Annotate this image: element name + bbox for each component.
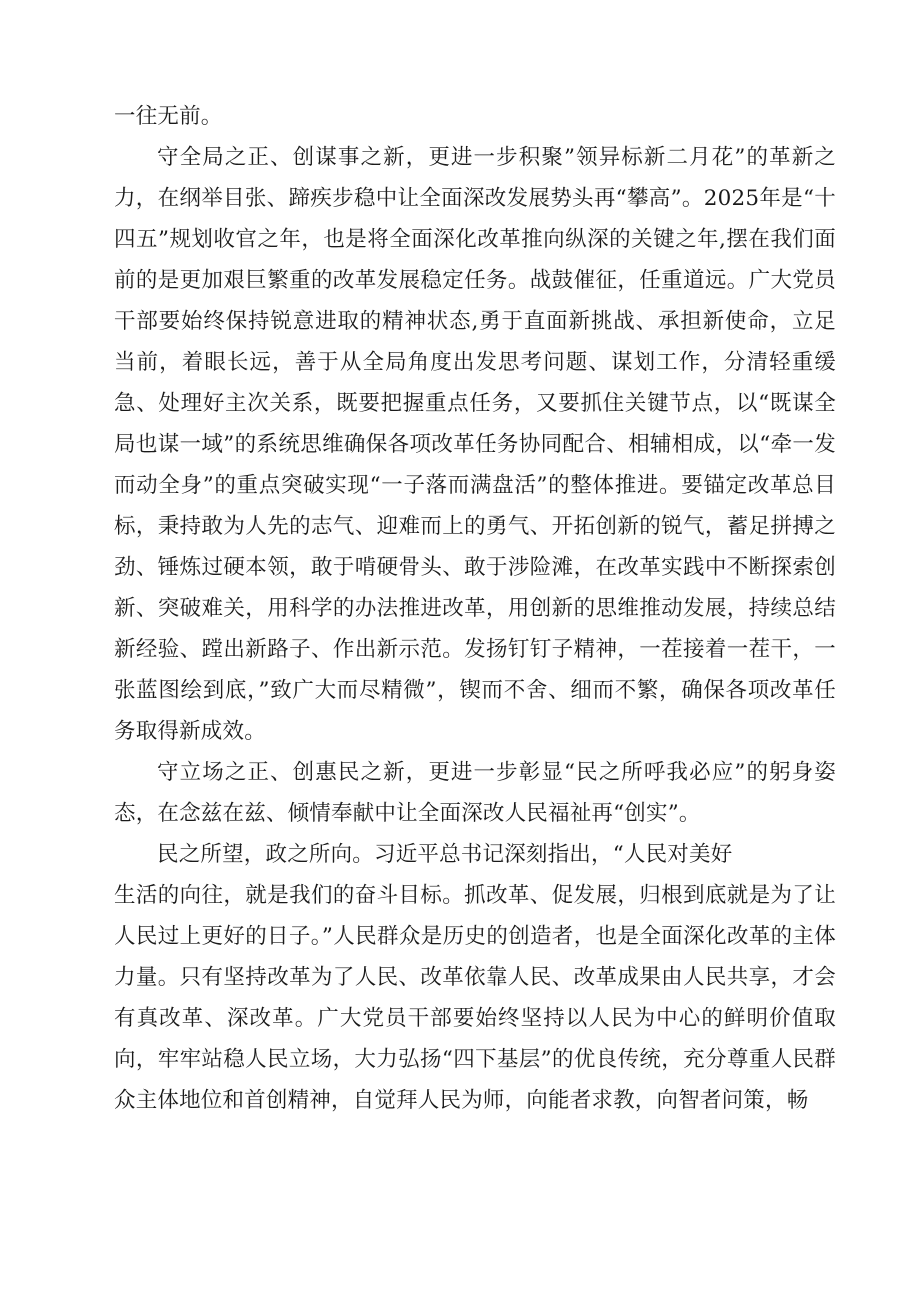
paragraph-continuation: 一往无前。 [114,104,223,129]
paragraph-people-quote-start: 民之所望，政之所向。习近平总书记深刻指出，“人民对美好 [157,842,733,867]
paragraph-people-quote-continued: 生活的向往，就是我们的奋斗目标。抓改革、促发展，归根到底就是为了让人民过上更好的日子。”人民群众是历史的创造者，也是全面深化改革的主体力量。只有坚持改革为了人民、改革依靠人民、改革成果由人民共享，才会有真改革、深改革。广大党员干部要始终坚持以人民为中心的鲜明价值取向，牢牢站稳人民立场，大力弘扬“四下基层”的优良传统，充分尊重人民群众主体地位和首创精神，自觉拜人民为师，向能者求教，向智者问策，畅 [114,883,836,1113]
paragraph-reform-momentum: 守全局之正、创谋事之新，更进一步积聚”领异标新二月花”的革新之力，在纲举目张、蹄疾步稳中让全面深改发展势头再“攀高”。2025年是“十四五”规划收官之年，也是将全面深化改革推向纵深的关键之年,摆在我们面前的是更加艰巨繁重的改革发展稳定任务。战鼓催征，任重道远。广大党员干部要始终保持锐意进取的精神状态,勇于直面新挑战、承担新使命，立足当前，着眼长远，善于从全局角度出发思考问题、谋划工作，分清轻重缓急、处理好主次关系，既要把握重点任务，又要抓住关键节点，以“既谋全局也谋一域”的系统思维确保各项改革任务协同配合、相辅相成，以“牵一发而动全身”的重点突破实现“一子落而满盘活”的整体推进。要锚定改革总目标，秉持敢为人先的志气、迎难而上的勇气、开拓创新的锐气，蓄足拼搏之劲、锤炼过硬本领，敢于啃硬骨头、敢于涉险滩，在改革实践中不断探索创新、突破难关，用科学的办法推进改革，用创新的思维推动发展，持续总结新经验、蹚出新路子、作出新示范。发扬钉钉子精神，一茬接着一茬干，一张蓝图绘到底，”致广大而尽精微”，锲而不舍、细而不繁，确保各项改革任务取得新成效。 [114,145,836,744]
paragraph-people-stance: 守立场之正、创惠民之新，更进一步彰显“民之所呼我必应”的躬身姿态，在念兹在兹、倾情奉献中让全面深改人民福祉再“创实”。 [114,760,836,826]
document-body [114,96,836,1121]
